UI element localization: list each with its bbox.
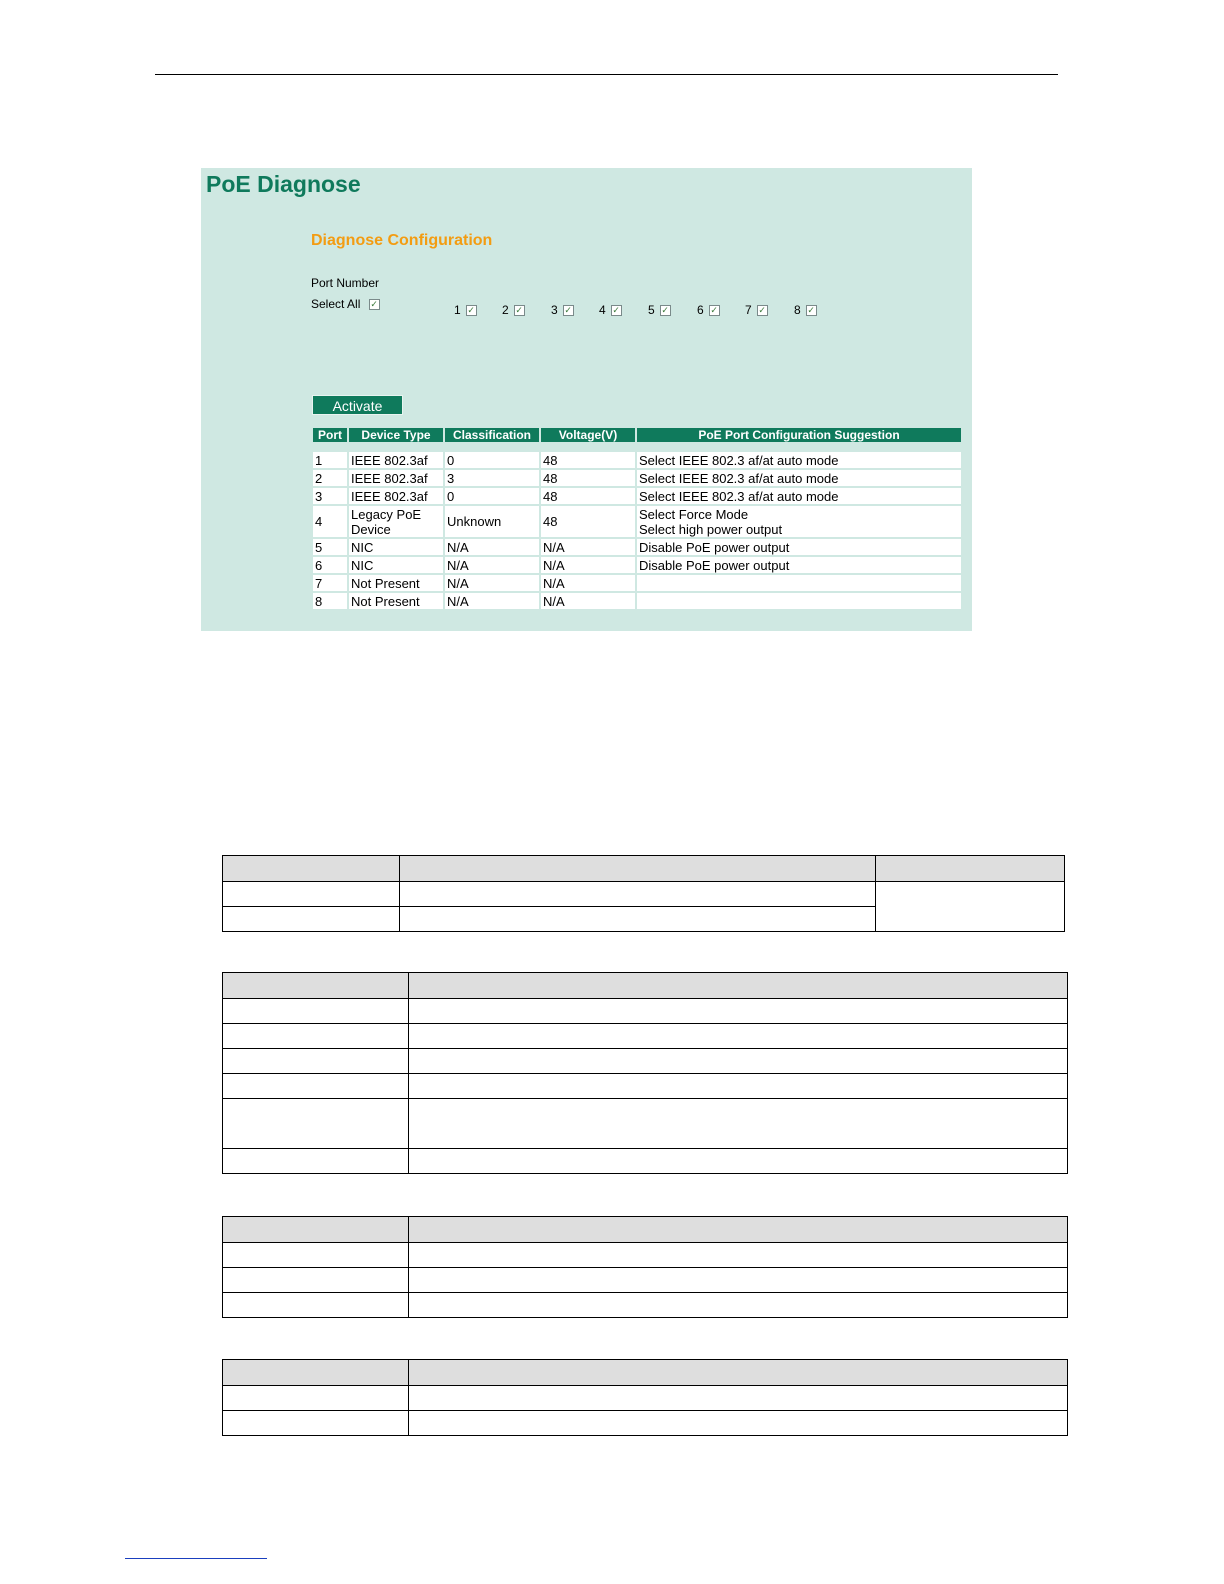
table-header-row <box>223 1217 1068 1243</box>
table-row <box>223 1074 1068 1099</box>
table-row <box>313 506 961 537</box>
port-number-label: Port Number <box>311 276 380 290</box>
cell-classification: N/A <box>445 539 539 555</box>
checkbox-icon: ✓ <box>807 305 815 316</box>
table-row <box>223 1386 1068 1411</box>
page-title: PoE Diagnose <box>206 171 361 197</box>
table-row <box>313 539 961 555</box>
column-header-device-type: Device Type <box>349 428 443 442</box>
cell-classification: N/A <box>445 557 539 573</box>
cell-device-type: Legacy PoE Device <box>349 506 443 537</box>
cell-classification: N/A <box>445 575 539 591</box>
cell-voltage: N/A <box>541 539 635 555</box>
cell-classification: 0 <box>445 488 539 504</box>
select-all-label: Select All <box>311 297 361 311</box>
table-row <box>313 557 961 573</box>
table-header-row <box>313 428 961 442</box>
table-spacer <box>313 444 961 450</box>
table-row <box>223 1149 1068 1174</box>
table-row <box>223 1099 1068 1149</box>
checkbox-icon: ✓ <box>758 305 766 316</box>
table-row <box>223 1024 1068 1049</box>
cell-voltage: N/A <box>541 575 635 591</box>
cell-suggestion: Disable PoE power output <box>637 557 961 573</box>
table-header-row <box>223 856 1065 882</box>
cell-port: 7 <box>313 575 347 591</box>
checkbox-icon: ✓ <box>467 305 475 316</box>
table-row <box>313 470 961 486</box>
table-row <box>223 1243 1068 1268</box>
cell-device-type: NIC <box>349 557 443 573</box>
table-row <box>223 1411 1068 1436</box>
cell-port: 3 <box>313 488 347 504</box>
table-row <box>313 452 961 468</box>
cell-voltage: 48 <box>541 488 635 504</box>
diagnose-result-table <box>311 426 963 611</box>
port-checkbox-3[interactable]: 3 ✓ <box>551 303 572 317</box>
setting-table-2 <box>222 972 1068 1174</box>
checkbox-icon: ✓ <box>564 305 572 316</box>
cell-suggestion <box>637 593 961 609</box>
cell-classification: N/A <box>445 593 539 609</box>
cell-voltage: N/A <box>541 593 635 609</box>
cell-device-type: IEEE 802.3af <box>349 488 443 504</box>
column-header-classification: Classification <box>445 428 539 442</box>
footer-link-underline <box>125 1558 267 1559</box>
cell-port: 4 <box>313 506 347 537</box>
cell-suggestion: Select Force Mode Select high power output <box>637 506 961 537</box>
checkbox-icon: ✓ <box>661 305 669 316</box>
cell-port: 6 <box>313 557 347 573</box>
cell-voltage: 48 <box>541 470 635 486</box>
table-row <box>313 488 961 504</box>
activate-button[interactable]: Activate <box>312 395 403 415</box>
table-row <box>223 882 1065 907</box>
checkbox-icon: ✓ <box>515 305 523 316</box>
port-checkbox-6[interactable]: 6 ✓ <box>697 303 718 317</box>
setting-table-4 <box>222 1359 1068 1436</box>
cell-suggestion: Select IEEE 802.3 af/at auto mode <box>637 452 961 468</box>
cell-port: 1 <box>313 452 347 468</box>
table-row <box>313 593 961 609</box>
cell-suggestion: Disable PoE power output <box>637 539 961 555</box>
column-header-voltage: Voltage(V) <box>541 428 635 442</box>
cell-port: 2 <box>313 470 347 486</box>
port-checkbox-1[interactable]: 1 ✓ <box>454 303 475 317</box>
cell-classification: Unknown <box>445 506 539 537</box>
port-checkbox-2[interactable]: 2 ✓ <box>502 303 523 317</box>
cell-voltage: 48 <box>541 452 635 468</box>
cell-voltage: N/A <box>541 557 635 573</box>
cell-port: 8 <box>313 593 347 609</box>
poe-diagnose-screenshot <box>201 168 972 631</box>
cell-device-type: NIC <box>349 539 443 555</box>
cell-suggestion <box>637 575 961 591</box>
cell-port: 5 <box>313 539 347 555</box>
cell-voltage: 48 <box>541 506 635 537</box>
table-header-row <box>223 973 1068 999</box>
port-checkbox-8[interactable]: 8 ✓ <box>794 303 815 317</box>
port-checkbox-4[interactable]: 4 ✓ <box>599 303 620 317</box>
cell-device-type: Not Present <box>349 575 443 591</box>
port-checkbox-7[interactable]: 7 ✓ <box>745 303 766 317</box>
table-row <box>223 1268 1068 1293</box>
table-row <box>223 1293 1068 1318</box>
table-row <box>223 999 1068 1024</box>
setting-table-3 <box>222 1216 1068 1318</box>
cell-suggestion: Select IEEE 802.3 af/at auto mode <box>637 488 961 504</box>
table-header-row <box>223 1360 1068 1386</box>
table-row <box>223 1049 1068 1074</box>
port-checkbox-5[interactable]: 5 ✓ <box>648 303 669 317</box>
select-all-checkbox[interactable]: ✓ <box>370 299 378 310</box>
cell-classification: 3 <box>445 470 539 486</box>
section-title: Diagnose Configuration <box>311 232 493 249</box>
checkbox-icon: ✓ <box>612 305 620 316</box>
cell-device-type: IEEE 802.3af <box>349 470 443 486</box>
cell-device-type: IEEE 802.3af <box>349 452 443 468</box>
port-checkbox-group <box>454 303 834 319</box>
select-all-row[interactable] <box>311 297 380 311</box>
cell-suggestion: Select IEEE 802.3 af/at auto mode <box>637 470 961 486</box>
cell-device-type: Not Present <box>349 593 443 609</box>
header-rule <box>155 74 1058 75</box>
cell-classification: 0 <box>445 452 539 468</box>
table-row <box>313 575 961 591</box>
checkbox-icon: ✓ <box>710 305 718 316</box>
column-header-suggestion: PoE Port Configuration Suggestion <box>637 428 961 442</box>
setting-table-1 <box>222 855 1065 932</box>
column-header-port: Port <box>313 428 347 442</box>
